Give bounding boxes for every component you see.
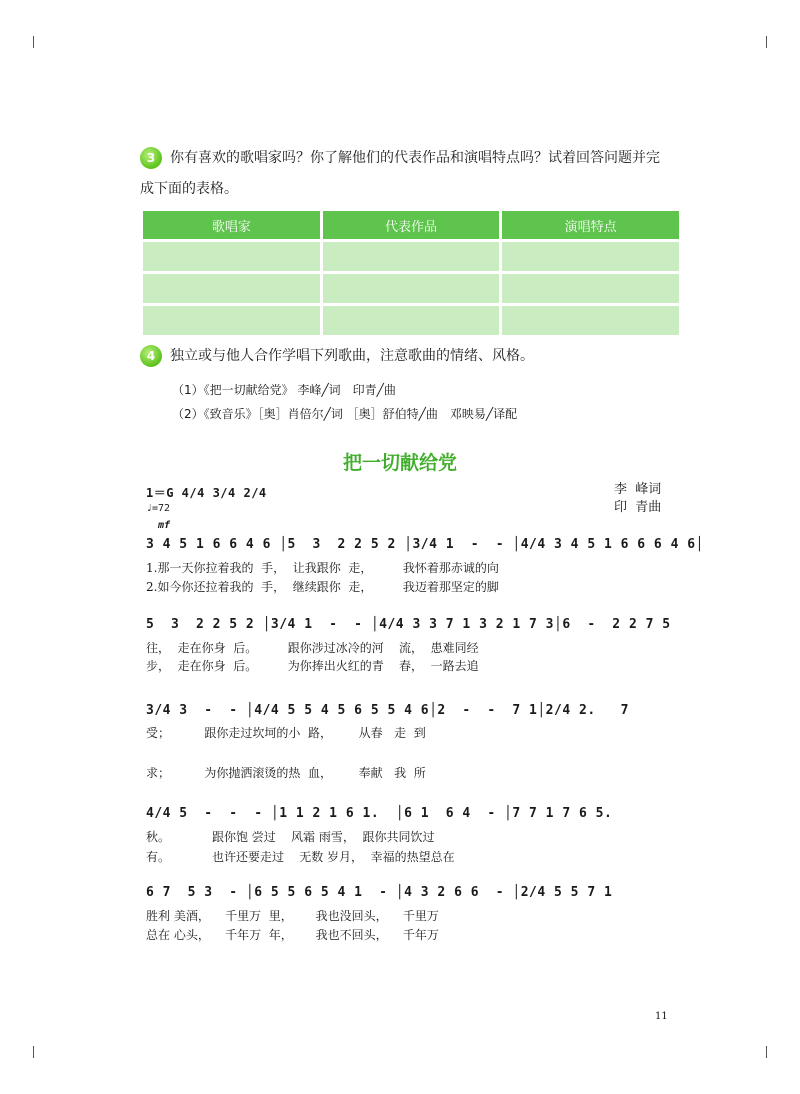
table-row [143, 274, 679, 303]
lyricist: 李 峰词 [614, 482, 662, 497]
page-number: 11 [655, 1011, 668, 1022]
table-cell[interactable] [143, 242, 320, 271]
lyric-line: 1.那一天你拉着我的 手， 让我跟你 走， 我怀着那赤诚的向 [146, 561, 499, 575]
table-cell[interactable] [143, 306, 320, 335]
notation-line: 3/4 3 - - │4/4 5 5 4 5 6 5 5 4 6│2 - - 7 1│2/4 2. 7 [146, 703, 629, 718]
table-row [143, 242, 679, 271]
table-header: 歌唱家 [143, 211, 320, 239]
lyric-line: 胜利 美酒， 千里万 里， 我也没回头， 千里万 [146, 909, 439, 923]
question-4 [146, 341, 534, 371]
question-text: 独立或与他人合作学唱下列歌曲，注意歌曲的情绪、风格。 [170, 348, 534, 364]
crop-mark [766, 36, 767, 48]
song-credit-1: （1）《把一切献给党》 李峰╱词 印青╱曲 [172, 383, 396, 397]
table-header: 演唱特点 [502, 211, 679, 239]
lyric-line: 秋。 跟你饱 尝过 风霜 雨雪， 跟你共同饮过 [146, 830, 435, 844]
question-number-badge: 3 [140, 147, 162, 169]
crop-mark [766, 1046, 767, 1058]
dynamic-mark: mf [158, 520, 171, 531]
song-credit-2: （2）《致音乐》［奥］肖倍尔╱词 ［奥］舒伯特╱曲 邓映易╱译配 [172, 407, 518, 421]
question-3 [146, 143, 660, 173]
question-number-badge: 4 [140, 345, 162, 367]
composer: 印 青曲 [614, 500, 662, 515]
crop-mark [33, 1046, 34, 1058]
key-signature: 1＝G 4/4 3/4 2/4 [146, 486, 267, 500]
lyric-line: 2.如今你还拉着我的 手， 继续跟你 走， 我迈着那坚定的脚 [146, 580, 499, 594]
table-cell[interactable] [502, 306, 679, 335]
table-cell[interactable] [502, 274, 679, 303]
song-title: 把一切献给党 [342, 452, 457, 474]
notation-line: 6 7 5 3 - │6 5 5 6 5 4 1 - │4 3 2 6 6 - │2/4 5 5 7 1 [146, 885, 613, 900]
lyric-line: 有。 也许还要走过 无数 岁月， 幸福的热望总在 [146, 850, 455, 864]
crop-mark [33, 36, 34, 48]
notation-line: 3 4 5 1 6 6 4 6 │5 3 2 2 5 2 │3/4 1 - - │4/4 3 4 5 1 6 6 6 4 6│ [146, 537, 704, 552]
table-cell[interactable] [323, 306, 500, 335]
lyric-line: 受； 跟你走过坎坷的小 路， 从春 走 到 [146, 726, 426, 740]
notation-line: 4/4 5 - - - │1 1 2 1 6 1. │6 1 6 4 - │7 7 1 7 6 5. [146, 806, 613, 821]
lyric-line: 步， 走在你身 后。 为你捧出火红的青 春， 一路去追 [146, 659, 479, 673]
notation-line: 5 3 2 2 5 2 │3/4 1 - - │4/4 3 3 7 1 3 2 1 7 3│6 - 2 2 7 5 [146, 617, 671, 632]
question-text: 你有喜欢的歌唱家吗？你了解他们的代表作品和演唱特点吗？试着回答问题并完 [170, 150, 660, 166]
singer-table [140, 208, 682, 338]
lyric-line: 往， 走在你身 后。 跟你涉过冰冷的河 流， 患难同经 [146, 641, 479, 655]
table-header: 代表作品 [323, 211, 500, 239]
tempo-mark: ♩=72 [146, 503, 171, 514]
question-3-continued: 成下面的表格。 [140, 181, 238, 197]
table-cell[interactable] [323, 274, 500, 303]
lyric-line: 总在 心头， 千年万 年， 我也不回头， 千年万 [146, 928, 439, 942]
table-cell[interactable] [143, 274, 320, 303]
table-cell[interactable] [323, 242, 500, 271]
table-row [143, 306, 679, 335]
table-cell[interactable] [502, 242, 679, 271]
lyric-line: 求； 为你抛洒滚烫的热 血， 奉献 我 所 [146, 766, 426, 780]
